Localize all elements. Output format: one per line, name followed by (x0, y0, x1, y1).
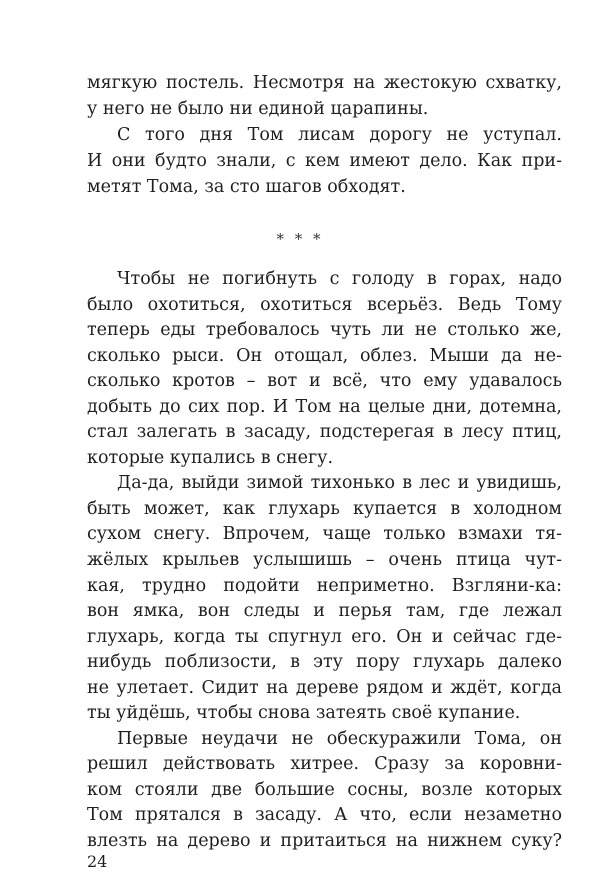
text-line: которые купались в снегу. (87, 447, 334, 468)
text-line: жёлых крыльев услышишь – очень птица чут- (87, 550, 562, 571)
text-line: Том прятался в засаду. А что, если незаметно (87, 805, 562, 826)
text-line: мягкую постель. Несмотря на жестокую схватку, (87, 73, 562, 93)
text-block-main (87, 267, 562, 855)
text-line: И они будто знали, с кем имеют дело. Как при- (87, 151, 562, 171)
text-line: теперь еды требовалось чуть ли не столько же, (87, 320, 562, 341)
text-line: было охотиться, охотиться всерьёз. Ведь Тому (87, 294, 562, 315)
text-line: стал залегать в засаду, подстерегая в лесу птиц, (87, 422, 562, 443)
text-line: Первые неудачи не обескуражили Тома, он (117, 728, 562, 749)
text-line: вон ямка, вон следы и перья там, где лежал (87, 601, 562, 622)
text-line: Чтобы не погибнуть с голоду в горах, надо (117, 269, 562, 289)
text-line: сколько кротов – вот и всё, что ему удавалось (87, 371, 562, 392)
text-line: нибудь поблизости, в эту пору глухарь далеко (87, 652, 562, 673)
text-line: не улетает. Сидит на дереве рядом и ждёт, когда (87, 677, 562, 698)
text-line: глухарь, когда ты спугнул его. Он и сейчас где- (87, 626, 562, 647)
section-separator: * * * (276, 230, 324, 248)
text-line: добыть до сих пор. И Том на целые дни, дотемна, (87, 396, 562, 417)
text-line: у него не было ни единой царапины. (87, 99, 429, 119)
text-line: влезть на дерево и притаиться на нижнем суку? (87, 831, 562, 852)
text-line: ты уйдёшь, чтобы снова затеять своё купание. (87, 703, 521, 724)
text-line: сухом снегу. Впрочем, чаще только взмахи тя- (87, 524, 562, 545)
text-line: С того дня Том лисам дорогу не уступал. (117, 125, 562, 145)
text-line: решил действовать хитрее. Сразу за коровни- (87, 754, 562, 775)
text-line: ком стояли две большие сосны, возле которых (87, 779, 562, 800)
text-line: метят Тома, за сто шагов обходят. (87, 177, 406, 197)
text-block-top (87, 70, 562, 200)
text-line: сколько рыси. Он отощал, облез. Мыши да не- (87, 345, 562, 366)
text-line: быть может, как глухарь купается в холодном (87, 498, 562, 519)
text-line: Да-да, выйди зимой тихонько в лес и увидишь, (117, 473, 562, 494)
page-number: 24 (87, 852, 108, 871)
text-line: кая, трудно подойти неприметно. Взгляни-ка: (87, 575, 562, 596)
